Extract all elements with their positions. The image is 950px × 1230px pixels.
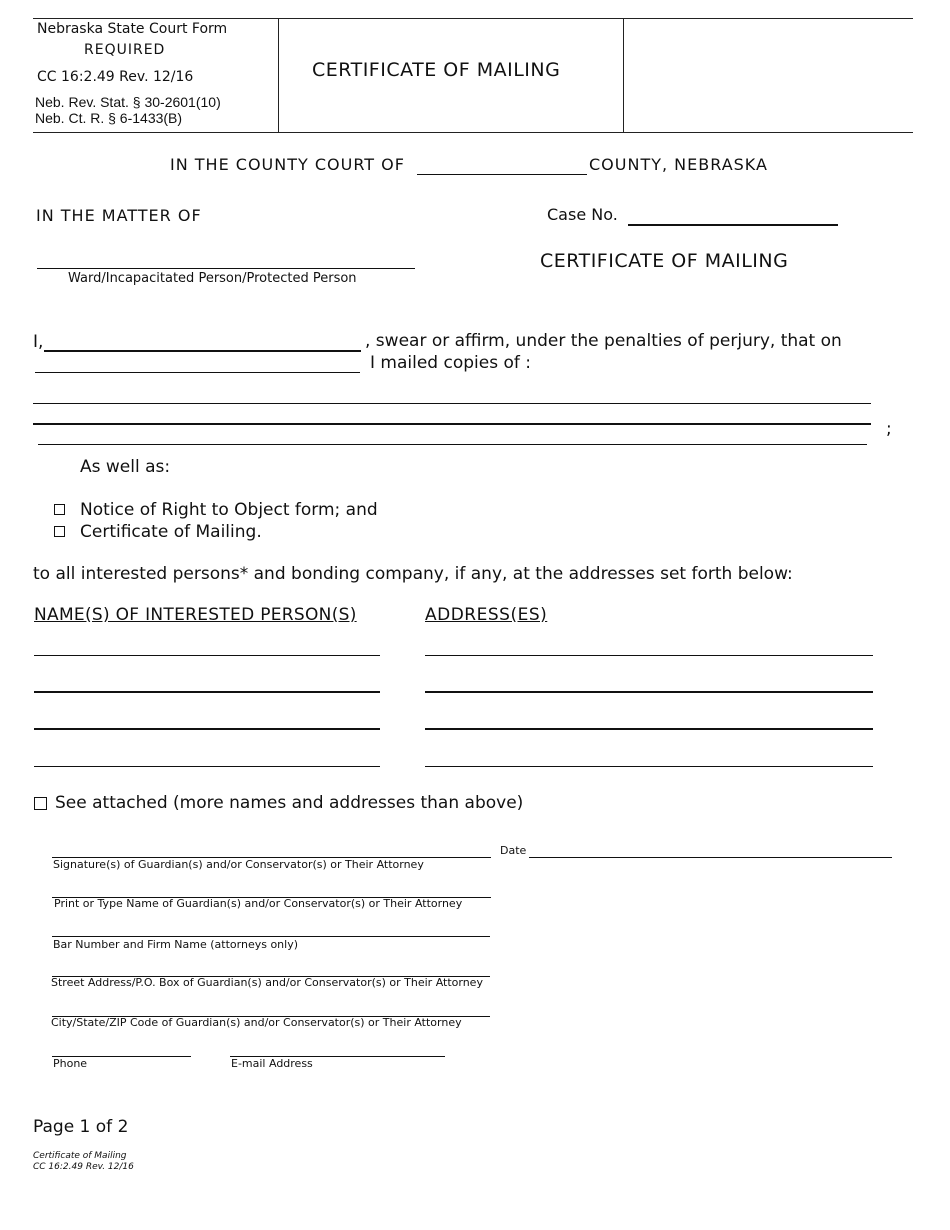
address-line-3[interactable] (425, 709, 873, 730)
certificate-checkbox[interactable] (54, 526, 65, 537)
affiant-name-field[interactable] (44, 330, 361, 352)
address-line-1[interactable] (425, 636, 873, 656)
to-all-text: to all interested persons* and bonding company, if any, at the addresses set forth below: (33, 564, 793, 584)
print-name-caption: Print or Type Name of Guardian(s) and/or Conservator(s) or Their Attorney (54, 897, 463, 910)
required-label: REQUIRED (84, 42, 166, 58)
name-line-1[interactable] (34, 636, 380, 656)
mailed-text: I mailed copies of : (370, 353, 531, 373)
header-bottom-rule (33, 132, 913, 133)
street-address-caption: Street Address/P.O. Box of Guardian(s) and/or Conservator(s) or Their Attorney (51, 976, 483, 989)
date-field[interactable] (529, 838, 892, 858)
semicolon: ; (886, 419, 892, 439)
ward-name-field[interactable] (37, 248, 415, 269)
ward-caption: Ward/Incapacitated Person/Protected Person (68, 271, 357, 286)
address-line-2[interactable] (425, 672, 873, 693)
documents-line-2[interactable] (33, 404, 871, 425)
court-prefix: IN THE COUNTY COURT OF (170, 155, 405, 174)
mailing-date-field[interactable] (35, 352, 360, 373)
phone-field[interactable] (52, 1037, 191, 1057)
bar-number-caption: Bar Number and Firm Name (attorneys only) (53, 938, 299, 951)
email-field[interactable] (230, 1037, 445, 1057)
county-name-field[interactable] (417, 157, 587, 175)
city-state-zip-field[interactable] (52, 997, 490, 1017)
header-divider-left (278, 18, 279, 132)
name-line-3[interactable] (34, 709, 380, 730)
phone-caption: Phone (53, 1057, 88, 1070)
date-label: Date (500, 844, 527, 857)
documents-line-1[interactable] (33, 384, 871, 404)
footer-form-name: Certificate of Mailing (33, 1151, 127, 1161)
header-divider-right (623, 18, 624, 132)
header-title: CERTIFICATE OF MAILING (312, 59, 561, 81)
names-header: NAME(S) OF INTERESTED PERSON(S) (34, 605, 357, 625)
city-state-zip-caption: City/State/ZIP Code of Guardian(s) and/or Conservator(s) or Their Attorney (51, 1016, 462, 1029)
matter-label: IN THE MATTER OF (36, 206, 202, 225)
case-number-field[interactable] (628, 205, 838, 226)
case-label: Case No. (547, 205, 618, 224)
page-number: Page 1 of 2 (33, 1117, 129, 1137)
see-attached-label: See attached (more names and addresses than above) (55, 793, 524, 813)
address-header: ADDRESS(ES) (425, 605, 548, 625)
footer-form-number: CC 16:2.49 Rev. 12/16 (33, 1162, 134, 1172)
court-suffix: COUNTY, NEBRASKA (589, 155, 768, 174)
name-line-4[interactable] (34, 747, 380, 767)
bar-number-field[interactable] (52, 917, 490, 937)
documents-line-3[interactable] (38, 425, 867, 445)
as-well-as: As well as: (80, 457, 171, 477)
address-line-4[interactable] (425, 747, 873, 767)
print-name-field[interactable] (52, 878, 491, 898)
notice-label: Notice of Right to Object form; and (80, 500, 378, 520)
name-line-2[interactable] (34, 672, 380, 693)
certificate-label: Certificate of Mailing. (80, 522, 262, 542)
form-source: Nebraska State Court Form (37, 21, 228, 37)
notice-checkbox[interactable] (54, 504, 65, 515)
see-attached-checkbox[interactable] (34, 797, 47, 810)
email-caption: E-mail Address (231, 1057, 313, 1070)
street-address-field[interactable] (52, 957, 490, 977)
document-title: CERTIFICATE OF MAILING (540, 250, 789, 272)
statute-2: Neb. Ct. R. § 6-1433(B) (35, 110, 183, 126)
signature-field[interactable] (52, 838, 491, 858)
swear-text: , swear or affirm, under the penalties of perjury, that on (365, 331, 842, 351)
form-number: CC 16:2.49 Rev. 12/16 (37, 69, 194, 85)
statute-1: Neb. Rev. Stat. § 30-2601(10) (35, 94, 221, 110)
i-label: I, (33, 332, 44, 352)
header-top-rule (33, 18, 913, 19)
signature-caption: Signature(s) of Guardian(s) and/or Conservator(s) or Their Attorney (53, 858, 424, 871)
